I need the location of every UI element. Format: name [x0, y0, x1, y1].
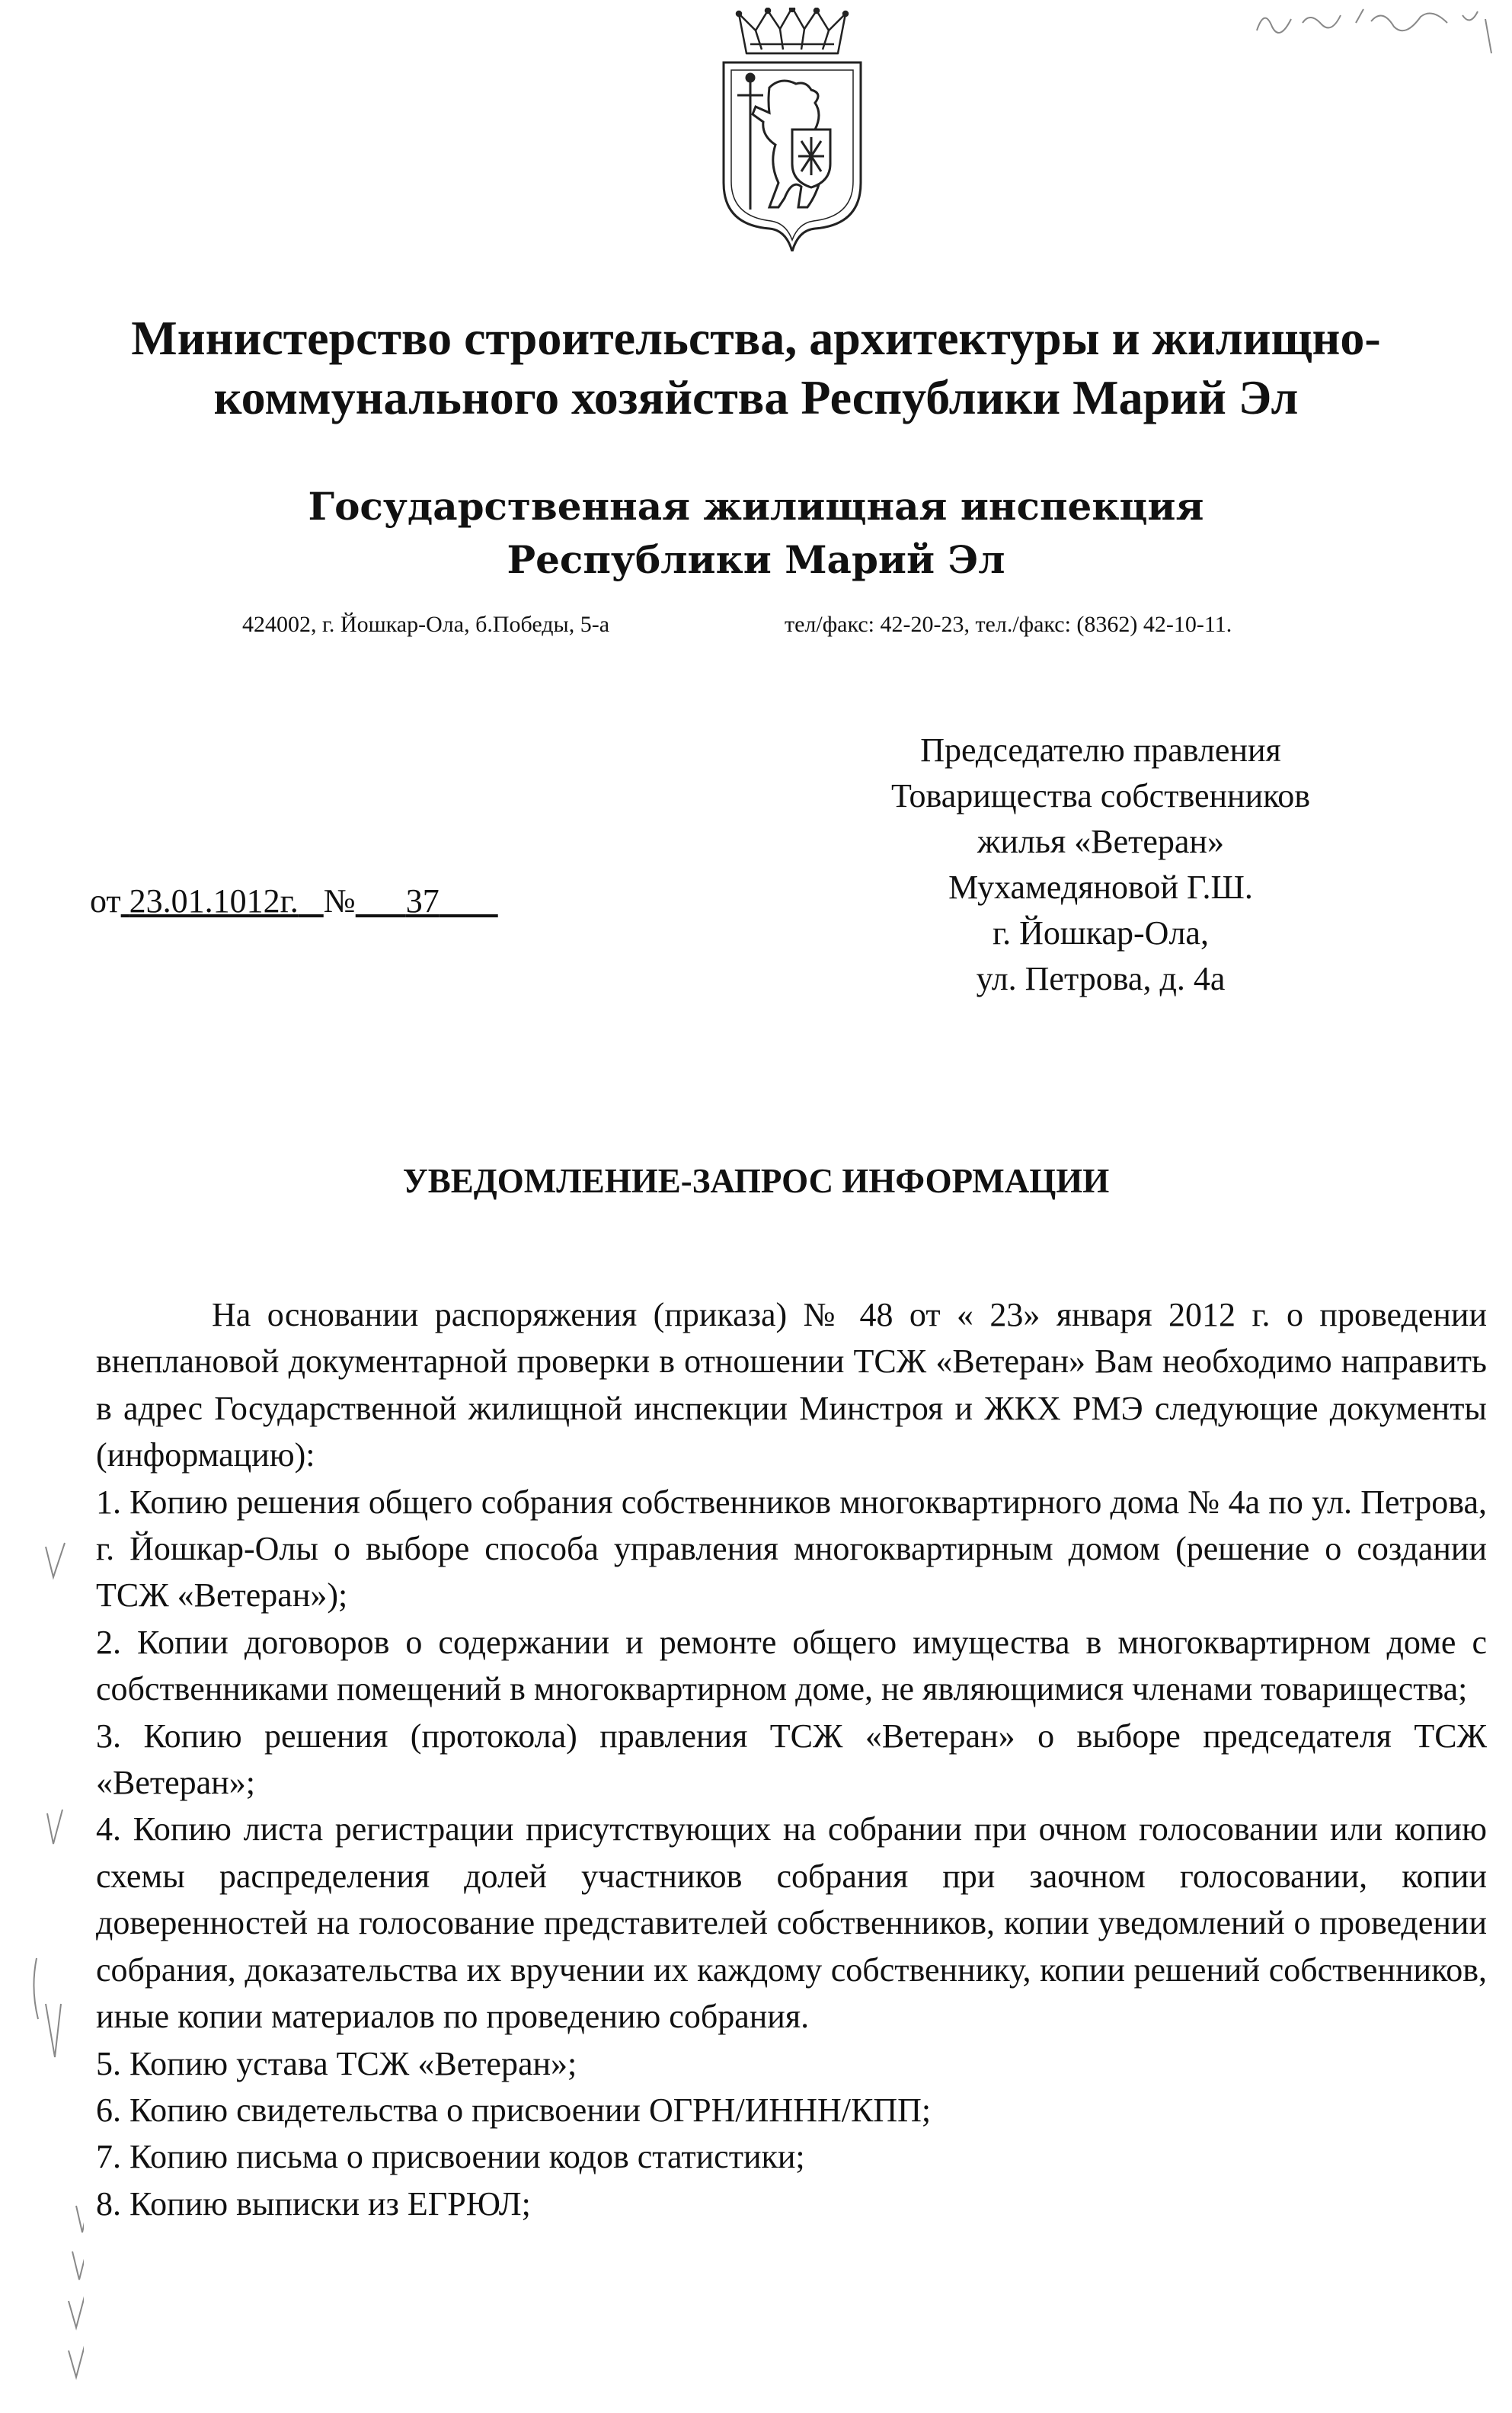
list-item: 5. Копию устава ТСЖ «Ветеран»; — [96, 2044, 577, 2082]
list-item: 3. Копию решения (протокола) правления ТСЖ «Ветеран» о выборе председателя ТСЖ «Ветеран»; — [96, 1717, 1487, 1802]
recipient-line: ул. Петрова, д. 4а — [976, 960, 1226, 997]
check-mark-icon — [76, 2198, 84, 2232]
check-mark-icon — [69, 2343, 84, 2377]
check-mark-icon — [46, 1543, 65, 1577]
list-item: 4. Копию листа регистрации присутствующих на собрании при очном голосовании или копию схемы распределения долей участников собрания при заочном голосовании, копии доверенностей на голосование представителей собственников, копии уведомлений о проведении собрания, доказательства их вручении их каждому собственнику, копии решений собственников, иные копии материалов по проведению собрания. — [96, 1810, 1487, 2036]
margin-check-marks — [30, 1531, 84, 2408]
document-reference — [90, 878, 498, 924]
check-mark-icon — [34, 1958, 38, 2019]
recipient-line: жилья «Ветеран» — [977, 823, 1224, 860]
reference-number: 37 — [405, 882, 440, 920]
list-item: 7. Копию письма о присвоении кодов статистики; — [96, 2138, 805, 2176]
check-mark-icon — [72, 2244, 84, 2280]
recipient-line: Мухамедяновой Г.Ш. — [948, 869, 1253, 906]
ministry-name-line1: Министерство строительства, архитектуры и жилищно- — [131, 311, 1381, 365]
reference-prefix: от — [90, 882, 121, 920]
list-item: 1. Копию решения общего собрания собственников многоквартирного дома № 4а по ул. Петрова, г. Йошкар-Олы о выборе способа управления многоквартирным домом (решение о создании ТСЖ «Ветеран»); — [96, 1483, 1487, 1615]
recipient-line: Товарищества собственников — [890, 777, 1311, 814]
recipient-line: г. Йошкар-Ола, — [993, 914, 1209, 952]
reference-date: 23.01.1012г. — [129, 882, 299, 920]
inspection-name-line1: Государственная жилищная инспекция — [308, 484, 1204, 529]
document-body — [96, 1291, 1487, 2227]
list-item: 8. Копию выписки из ЕГРЮЛ; — [96, 2184, 531, 2223]
document-title: УВЕДОМЛЕНИЕ-ЗАПРОС ИНФОРМАЦИИ — [402, 1162, 1110, 1200]
check-mark-icon — [47, 1810, 62, 1844]
inspection-address: 424002, г. Йошкар-Ола, б.Победы, 5-а — [242, 612, 610, 637]
check-mark-icon — [69, 2293, 84, 2328]
mari-el-coat-of-arms-icon — [708, 8, 876, 251]
reference-number-sign: № — [323, 882, 356, 920]
list-item: 6. Копию свидетельства о присвоении ОГРН/ИННН/КПП; — [96, 2091, 932, 2129]
recipient-block — [838, 728, 1363, 1002]
inspection-phones: тел/факс: 42-20-23, тел./факс: (8362) 42-10-11. — [785, 612, 1232, 637]
intro-paragraph: На основании распоряжения (приказа) № 48 от « 23» января 2012 г. о проведении внеплановой документарной проверки в отношении ТСЖ «Ветеран» Вам необходимо направить в адрес Государственной жилищной инспекции Минстроя и ЖКХ РМЭ следующие документы (информацию): — [96, 1296, 1487, 1474]
check-mark-icon — [46, 2004, 61, 2057]
ministry-name — [61, 309, 1451, 427]
handwritten-scrawl — [1249, 0, 1508, 69]
inspection-name-line2: Республики Марий Эл — [507, 537, 1005, 582]
recipient-line: Председателю правления — [920, 731, 1281, 769]
list-item: 2. Копии договоров о содержании и ремонте общего имущества в многоквартирном доме с собственниками помещений в многоквартирном доме, не являющимися членами товарищества; — [96, 1623, 1487, 1708]
ministry-name-line2: коммунального хозяйства Республики Марий Эл — [213, 370, 1299, 424]
inspection-name — [61, 480, 1451, 587]
